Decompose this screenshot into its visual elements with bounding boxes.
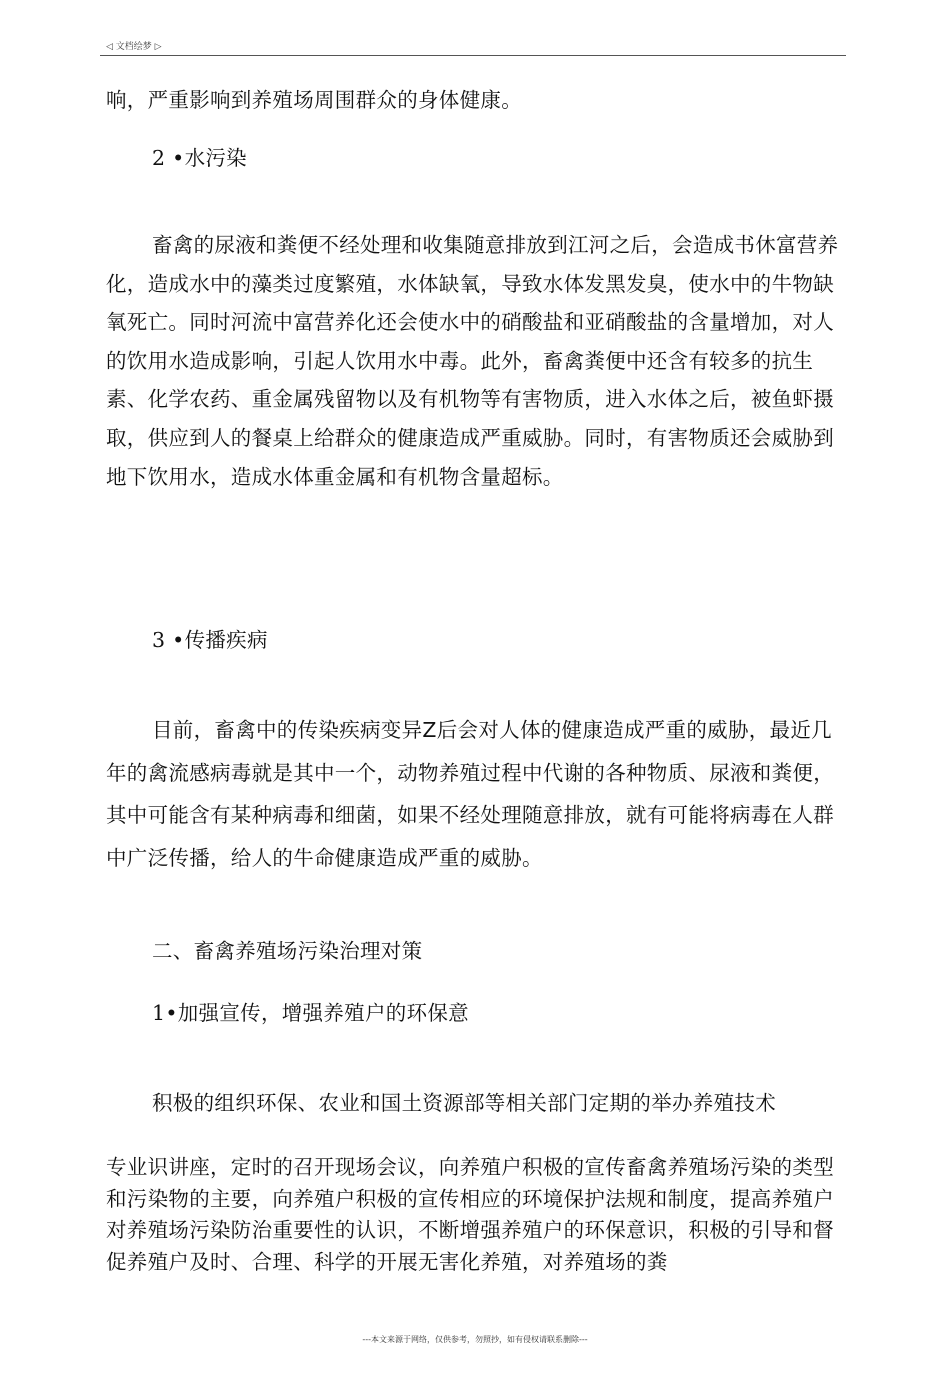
page-footer: ---本文来源于网络，仅供参考，勿照抄，如有侵权请联系删除--- xyxy=(362,1335,588,1344)
heading-number: 3 • xyxy=(152,628,185,652)
heading-water-pollution xyxy=(152,143,247,173)
paragraph-continuation: 响，严重影响到养殖场周围群众的身体健康。 xyxy=(106,88,522,112)
paragraph-water-pollution: 畜禽的尿液和粪便不经处理和收集随意排放到江河之后，会造成书休富营养化，造成水中的藻类过度繁殖，水体缺氧，导致水体发黑发臭，使水中的牛物缺氧死亡。同时河流中富营养化还会使水中的硝酸盐和亚硝酸盐的含量增加，对人的饮用水造成影响，引起人饮用水中毒。此外，畜禽粪便中还含有较多的抗生素、化学农药、重金属残留物以及有机物等有害物质，进入水体之后，被鱼虾摄取，供应到人的餐桌上给群众的健康造成严重威胁。同时，有害物质还会威胁到地下饮用水，造成水体重金属和有机物含量超标。 xyxy=(106,233,839,489)
paragraph-disease: 目前，畜禽中的传染疾病变异Z后会对人体的健康造成严重的威胁，最近几年的禽流感病毒就是其中一个，动物养殖过程中代谢的各种物质、尿液和粪便，其中可能含有某种病毒和细菌，如果不经处理随意排放，就有可能将病毒在人群中广泛传播，给人的牛命健康造成严重的威胁。 xyxy=(106,718,834,870)
heading-text: 加强宣传，增强养殖户的环保意 xyxy=(177,1001,469,1025)
heading-text: 水污染 xyxy=(184,146,247,170)
heading-disease xyxy=(152,625,268,655)
header-mark: ◁ 文档绘梦 ▷ xyxy=(106,42,162,52)
paragraph-promotion: 专业识讲座，定时的召开现场会议，向养殖户积极的宣传畜禽养殖场污染的类型和污染物的主要，向养殖户积极的宣传相应的环境保护法规和制度，提高养殖户对养殖场污染防治重要性的认识，不断增强养殖户的环保意识，积极的引导和督促养殖户及时、合理、科学的开展无害化养殖，对养殖场的粪 xyxy=(106,1155,834,1274)
heading-section-2: 二、畜禽养殖场污染治理对策 xyxy=(152,939,423,963)
heading-promotion xyxy=(152,998,469,1028)
heading-number: 2 • xyxy=(152,146,185,170)
heading-text: 传播疾病 xyxy=(184,628,268,652)
page-header xyxy=(100,41,846,56)
heading-number: 1• xyxy=(152,1001,178,1025)
paragraph-promotion-first-line: 积极的组织环保、农业和国土资源部等相关部门定期的举办养殖技术 xyxy=(152,1091,776,1115)
